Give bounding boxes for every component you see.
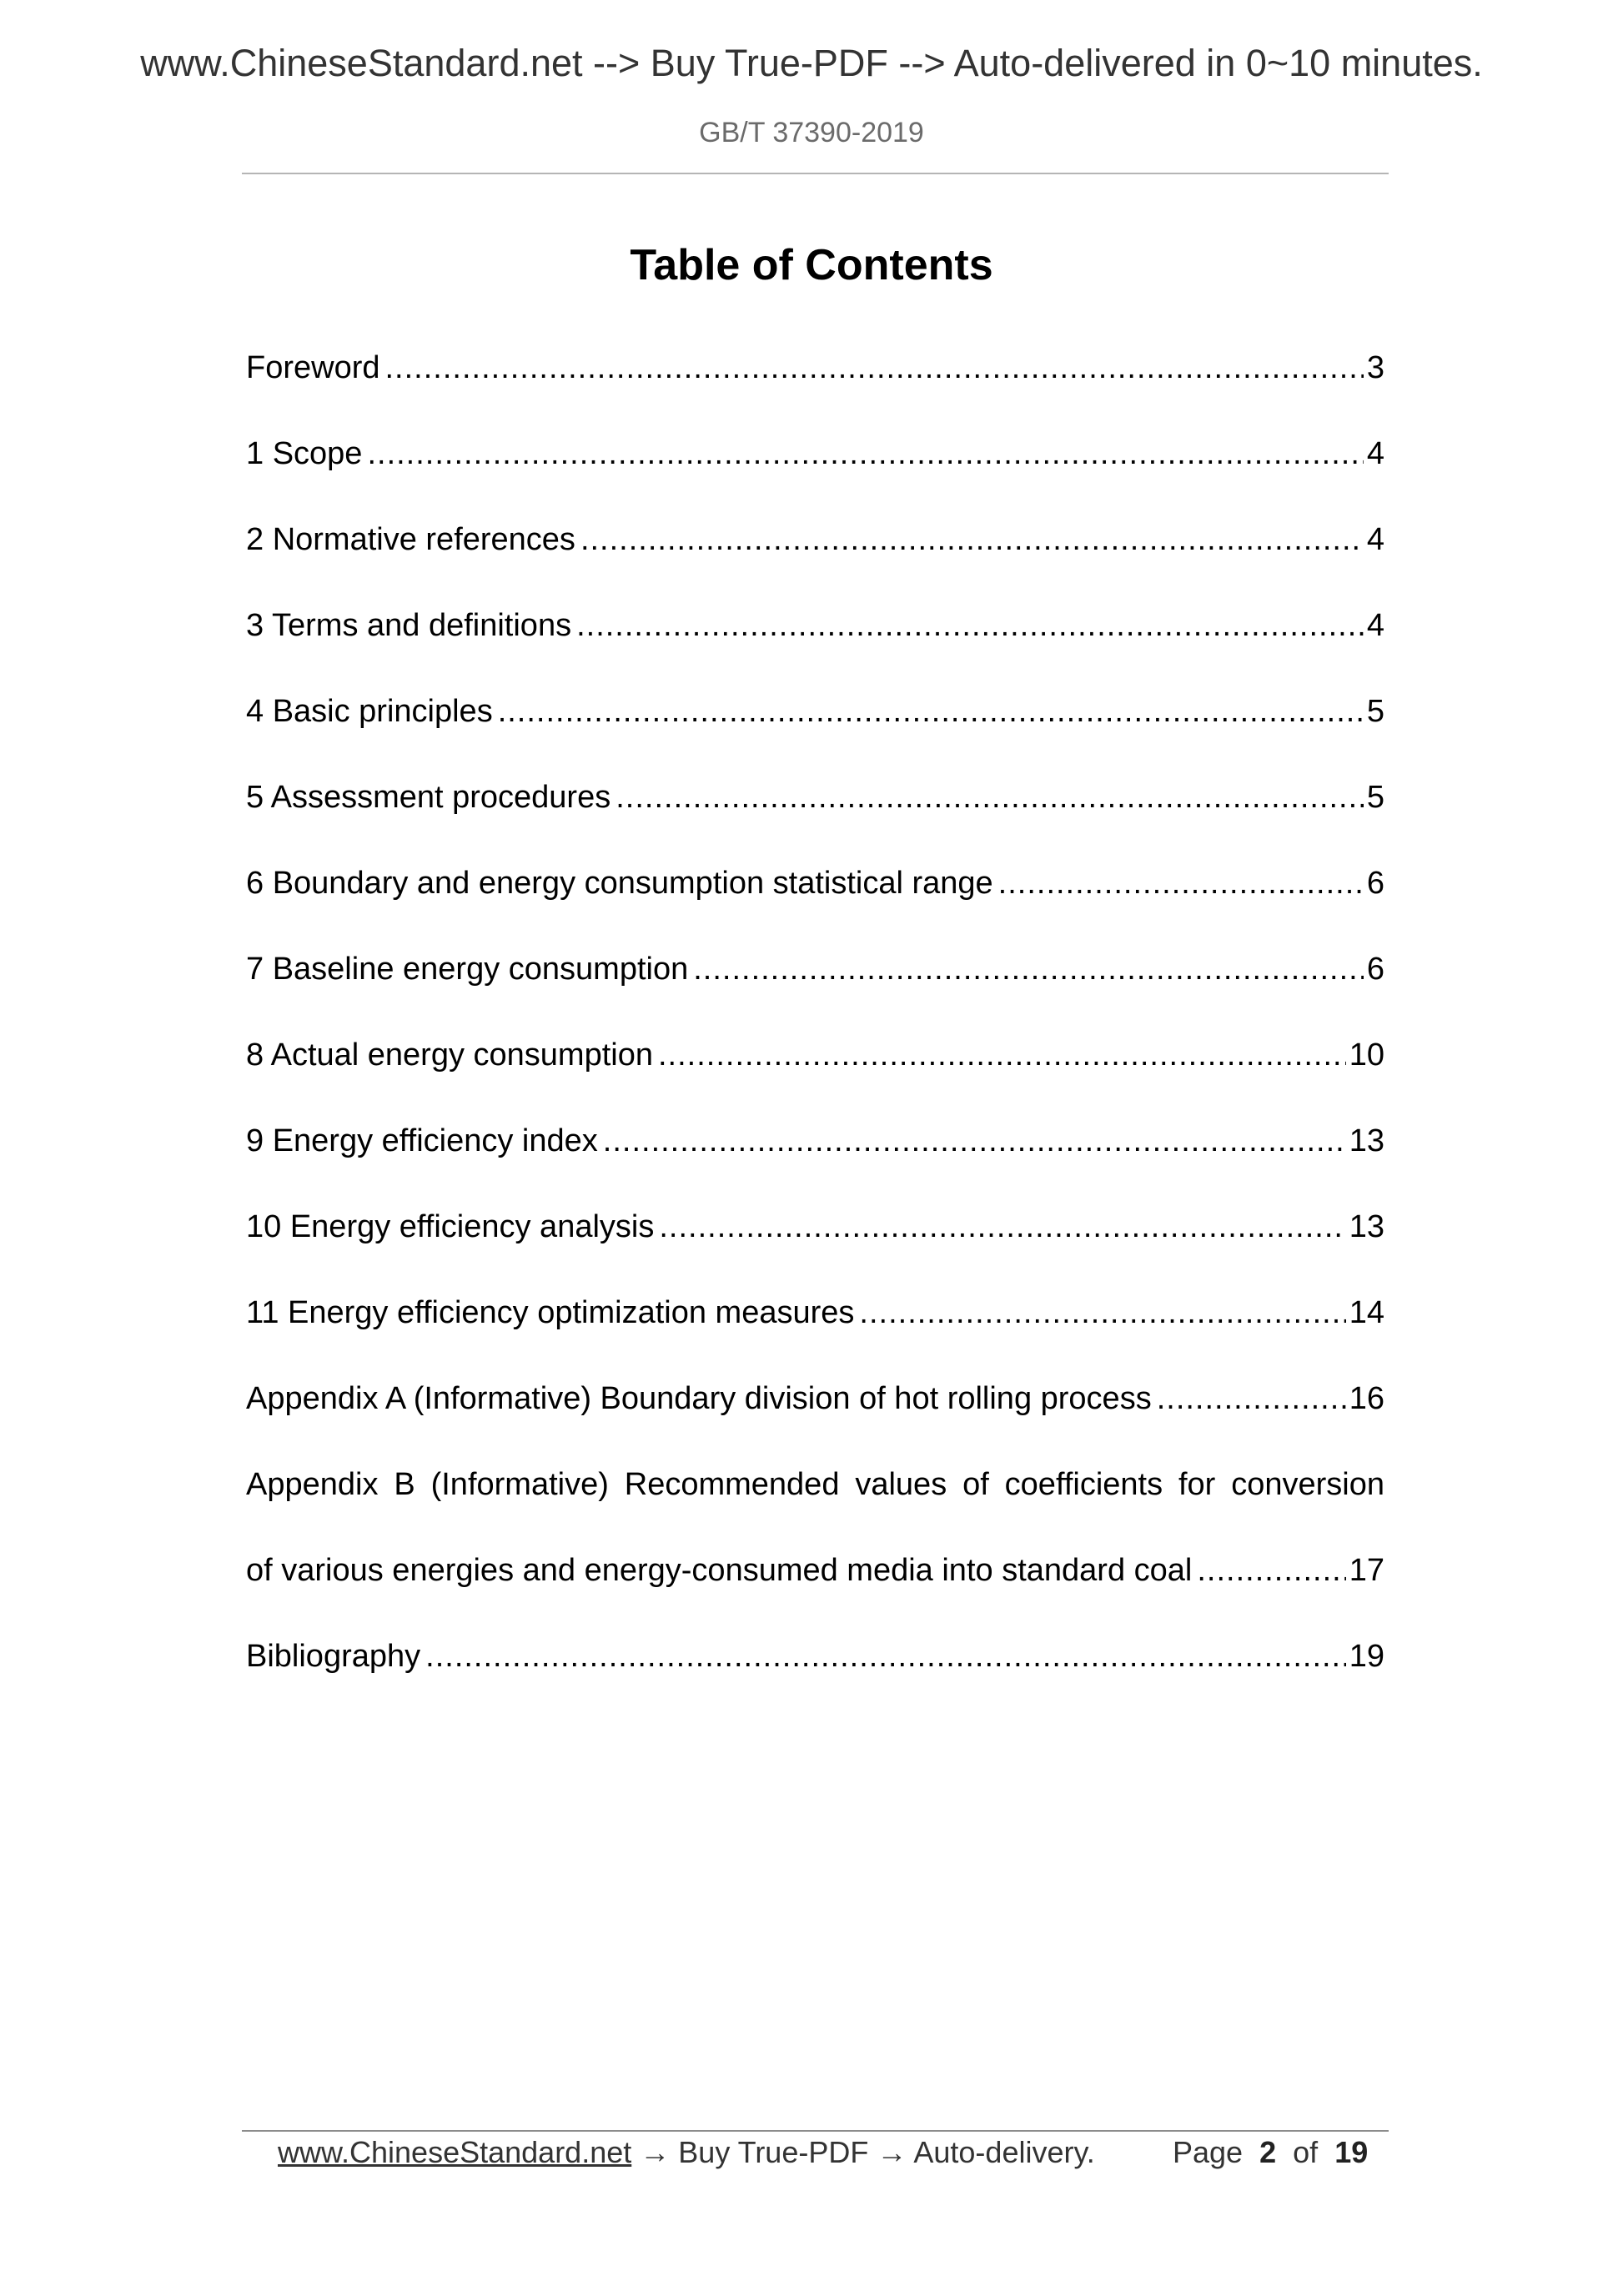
toc-entry-appendix-b-line1[interactable] <box>246 1467 1384 1553</box>
toc-entry-page: 4 <box>1366 608 1384 643</box>
total-pages-number: 19 <box>1334 2135 1369 2169</box>
toc-entry-page: 10 <box>1349 1037 1384 1073</box>
toc-entry-label: 4 Basic principles <box>246 694 493 729</box>
dot-leader <box>603 1123 1346 1159</box>
dot-leader <box>580 522 1364 558</box>
footer-site-link[interactable]: www.ChineseStandard.net <box>278 2135 632 2169</box>
toc-entry-boundary-range[interactable] <box>246 866 1384 952</box>
top-banner: www.ChineseStandard.net --> Buy True-PDF --> Auto-delivered in 0~10 minutes. <box>140 42 1483 84</box>
toc-entry-actual-energy[interactable] <box>246 1037 1384 1123</box>
toc-entry-label: 7 Baseline energy consumption <box>246 952 689 987</box>
toc-entry-page: 19 <box>1349 1639 1384 1674</box>
toc-entry-normative-references[interactable] <box>246 522 1384 608</box>
toc-entry-label: 2 Normative references <box>246 522 575 557</box>
footer-buy-text: Buy True-PDF <box>678 2135 869 2169</box>
toc-entry-optimization-measures[interactable] <box>246 1295 1384 1381</box>
page-footer <box>278 2135 1369 2170</box>
toc-entry-label: Appendix B (Informative) Recommended values of coefficients for conversion <box>246 1467 1384 1502</box>
toc-entry-page: 13 <box>1349 1123 1384 1158</box>
toc-entry-terms-definitions[interactable] <box>246 608 1384 694</box>
dot-leader <box>616 780 1364 816</box>
toc-entry-bibliography[interactable] <box>246 1639 1384 1725</box>
toc-entry-page: 4 <box>1366 436 1384 471</box>
arrow-right-icon: → <box>877 2135 907 2169</box>
toc-entry-efficiency-analysis[interactable] <box>246 1209 1384 1295</box>
current-page-number: 2 <box>1259 2135 1277 2169</box>
page-title: Table of Contents <box>630 241 993 289</box>
toc-entry-page: 3 <box>1366 350 1384 385</box>
page-word: Page <box>1173 2135 1244 2169</box>
toc-entry-page: 5 <box>1366 694 1384 729</box>
toc-entry-label: 8 Actual energy consumption <box>246 1037 653 1073</box>
toc-entry-scope[interactable] <box>246 436 1384 522</box>
toc-entry-assessment-procedures[interactable] <box>246 780 1384 866</box>
dot-leader <box>693 952 1364 987</box>
toc-entry-basic-principles[interactable] <box>246 694 1384 780</box>
toc-entry-label: Bibliography <box>246 1639 421 1674</box>
dot-leader <box>659 1209 1345 1245</box>
toc-entry-label: 6 Boundary and energy consumption statistical range <box>246 866 993 901</box>
footer-divider <box>242 2130 1389 2132</box>
toc-entry-efficiency-index[interactable] <box>246 1123 1384 1209</box>
toc-entry-appendix-a[interactable] <box>246 1381 1384 1467</box>
toc-entry-label: 1 Scope <box>246 436 363 471</box>
toc-entry-appendix-b-line2[interactable] <box>246 1553 1384 1639</box>
header-divider <box>242 173 1389 174</box>
toc-entry-baseline-energy[interactable] <box>246 952 1384 1037</box>
dot-leader <box>498 694 1364 730</box>
toc-entry-page: 14 <box>1349 1295 1384 1330</box>
dot-leader <box>385 350 1364 386</box>
arrow-right-icon: → <box>640 2135 671 2169</box>
toc-entry-label: 10 Energy efficiency analysis <box>246 1209 655 1244</box>
toc-entry-foreword[interactable] <box>246 350 1384 436</box>
toc-entry-page: 6 <box>1366 866 1384 901</box>
toc-entry-page: 4 <box>1366 522 1384 557</box>
table-of-contents <box>246 350 1384 1725</box>
document-code: GB/T 37390-2019 <box>699 117 924 148</box>
toc-entry-page: 13 <box>1349 1209 1384 1244</box>
page-indicator <box>1173 2135 1368 2170</box>
toc-entry-label: 11 Energy efficiency optimization measures <box>246 1295 855 1330</box>
toc-entry-label: Foreword <box>246 350 380 385</box>
toc-entry-label: 3 Terms and definitions <box>246 608 572 643</box>
toc-entry-page: 6 <box>1366 952 1384 987</box>
footer-delivery-text: Auto-delivery. <box>913 2135 1095 2169</box>
dot-leader <box>1197 1553 1345 1589</box>
toc-entry-page: 5 <box>1366 780 1384 815</box>
toc-entry-label: 9 Energy efficiency index <box>246 1123 598 1158</box>
dot-leader <box>576 608 1364 644</box>
dot-leader <box>859 1295 1345 1331</box>
toc-entry-label: of various energies and energy-consumed media into standard coal <box>246 1553 1193 1588</box>
toc-entry-label: Appendix A (Informative) Boundary division of hot rolling process <box>246 1381 1152 1416</box>
toc-entry-page: 17 <box>1349 1553 1384 1588</box>
dot-leader <box>425 1639 1346 1675</box>
dot-leader <box>658 1037 1346 1073</box>
toc-entry-page: 16 <box>1349 1381 1384 1416</box>
dot-leader <box>367 436 1363 472</box>
toc-entry-label: 5 Assessment procedures <box>246 780 611 815</box>
dot-leader <box>998 866 1364 902</box>
dot-leader <box>1157 1381 1346 1417</box>
of-word: of <box>1293 2135 1319 2169</box>
